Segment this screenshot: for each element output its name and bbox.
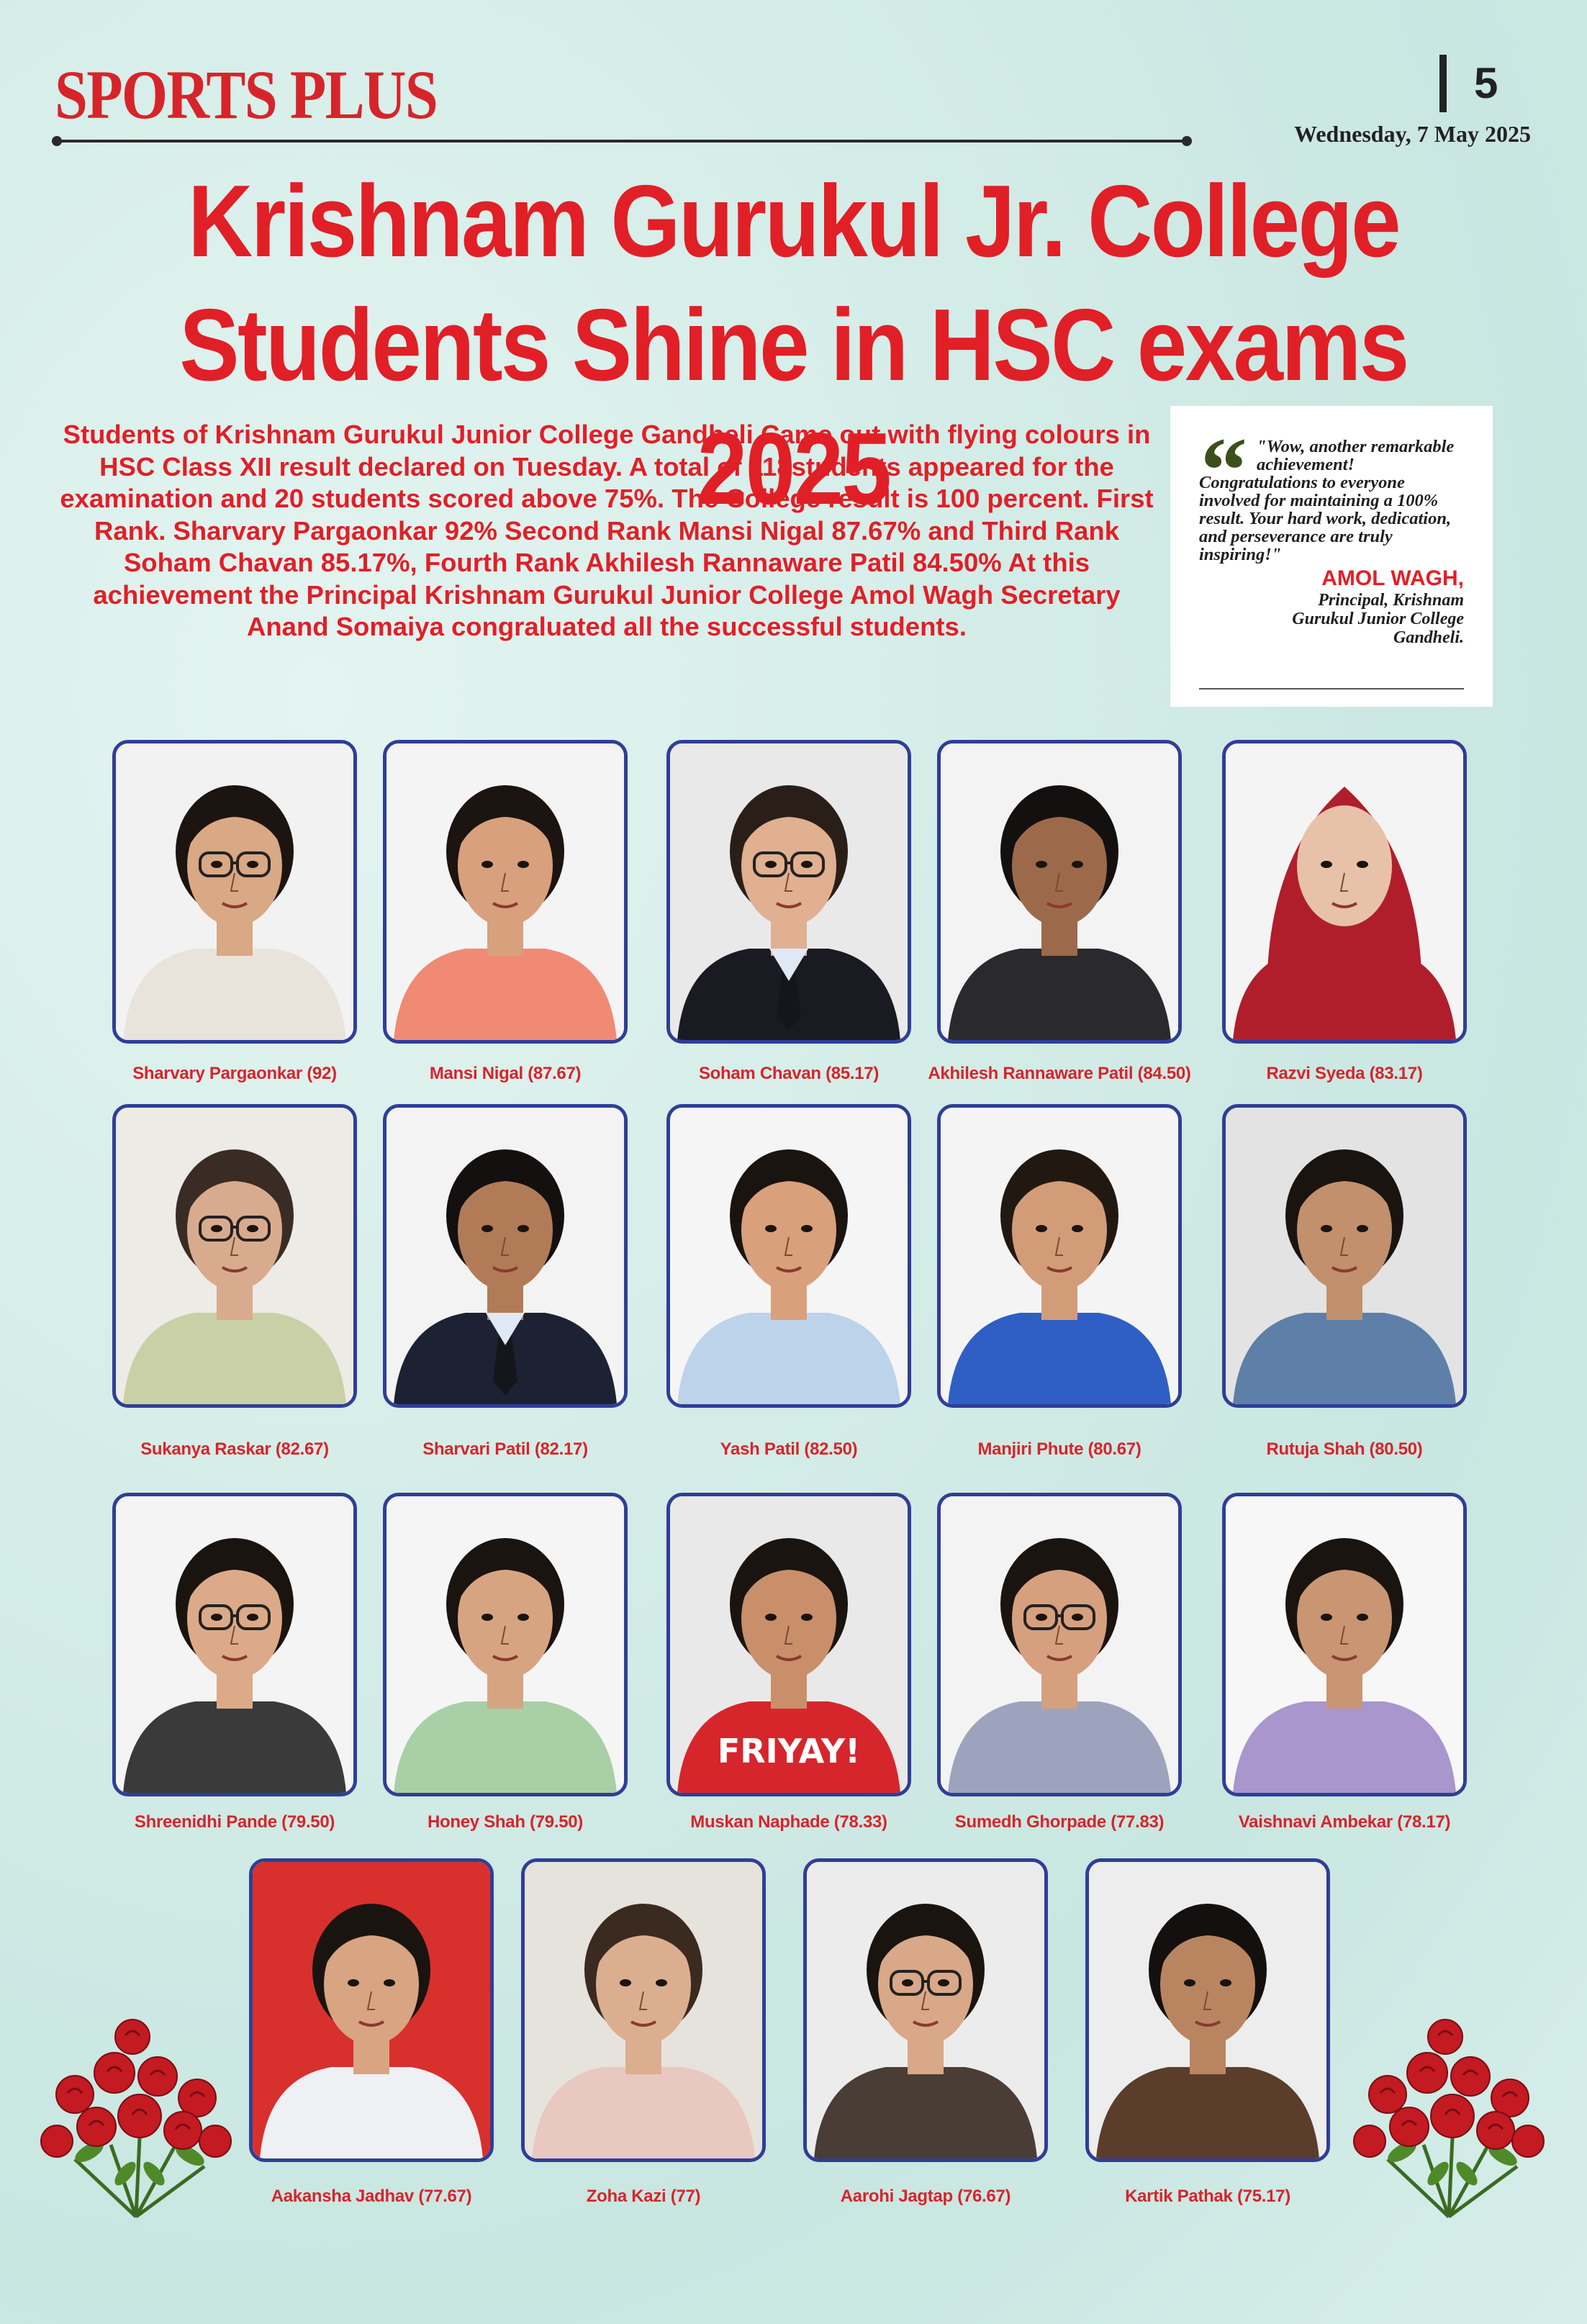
student-caption: Sukanya Raskar (82.67) — [140, 1439, 329, 1459]
student-photo-card — [666, 1493, 911, 1796]
student-photo-card — [666, 1104, 911, 1408]
quote-mark-icon: “ — [1201, 419, 1247, 523]
roses-bouquet-left-icon — [32, 2008, 240, 2224]
student-photo-card — [521, 1858, 766, 2162]
student-photo-card — [383, 1104, 628, 1408]
article-body: Students of Krishnam Gurukul Junior College Gandheli Came out with flying colours in HSC Class XII result declared on Tuesday. A total of 118students appeared for the examination and 20 students scored above 75%. The College result is 100 percent. First Rank. Sharvary Pargaonkar 92% Second Rank Mansi Nigal 87.67% and Third Rank Soham Chavan 85.17%, Fourth Rank Akhilesh Rannaware Patil 84.50% At this achievement the Principal Krishnam Gurukul Junior College Amol Wagh Secretary Anand Somaiya congraluated all the successful students. — [60, 420, 1154, 641]
student-photo-card — [1222, 1104, 1467, 1408]
portrait-photo — [670, 1108, 908, 1404]
portrait-photo — [116, 1108, 353, 1404]
portrait-photo — [670, 1496, 908, 1793]
portrait-photo — [386, 743, 624, 1040]
portrait-photo — [807, 1862, 1044, 2158]
student-photo-card — [937, 740, 1182, 1044]
masthead-rule — [55, 140, 1189, 143]
issue-date: Wednesday, 7 May 2025 — [1294, 121, 1531, 147]
student-photo-card — [383, 1493, 628, 1796]
masthead: SPORTS PLUS — [55, 56, 438, 133]
student-caption: Mansi Nigal (87.67) — [429, 1064, 582, 1083]
quote-body: Congratulations to everyone involved for maintaining a 100% result. Your hard work, dedication, and perseverance are truly inspiring!" — [1199, 473, 1452, 564]
student-caption: Sumedh Ghorpade (77.83) — [954, 1812, 1165, 1832]
student-caption: Muskan Naphade (78.33) — [690, 1812, 887, 1832]
student-photo-card — [249, 1858, 494, 2162]
student-photo-card — [112, 1104, 357, 1408]
tshirt-print: FRIYAY! — [717, 1732, 861, 1771]
student-caption: Zoha Kazi (77) — [586, 2187, 701, 2206]
portrait-photo — [941, 1108, 1178, 1404]
quote-lead: "Wow, another remarkable achievement! — [1257, 437, 1455, 474]
student-caption: Shreenidhi Pande (79.50) — [134, 1812, 335, 1832]
student-photo-card — [112, 1493, 357, 1796]
portrait-photo — [1226, 743, 1463, 1040]
portrait-photo — [1226, 1496, 1463, 1793]
headline-line-1: Krishnam Gurukul Jr. College — [188, 164, 1399, 279]
student-caption: Manjiri Phute (80.67) — [977, 1439, 1141, 1459]
student-caption: Akhilesh Rannaware Patil (84.50) — [928, 1064, 1191, 1083]
student-caption: Sharvary Pargaonkar (92) — [132, 1064, 337, 1083]
quote-box — [1170, 406, 1493, 707]
quote-author-name: AMOL WAGH, — [1321, 566, 1464, 590]
student-caption: Sharvari Patil (82.17) — [422, 1439, 588, 1459]
portrait-photo — [525, 1862, 762, 2158]
quote-rule — [1199, 688, 1464, 689]
student-caption: Aarohi Jagtap (76.67) — [840, 2187, 1011, 2206]
student-caption: Soham Chavan (85.17) — [698, 1064, 880, 1083]
student-caption: Aakansha Jadhav (77.67) — [271, 2187, 472, 2206]
quote-author-role-3: Gandheli. — [1393, 628, 1464, 647]
student-photo-card — [383, 740, 628, 1044]
student-caption: Rutuja Shah (80.50) — [1266, 1439, 1423, 1459]
portrait-photo — [670, 743, 908, 1040]
portrait-photo — [941, 1496, 1178, 1793]
quote-author-role-1: Principal, Krishnam — [1318, 591, 1464, 610]
student-caption: Razvi Syeda (83.17) — [1266, 1064, 1423, 1083]
portrait-photo — [116, 743, 353, 1040]
portrait-photo — [386, 1108, 624, 1404]
portrait-photo — [386, 1496, 624, 1793]
student-photo-card — [1085, 1858, 1330, 2162]
student-photo-card — [937, 1104, 1182, 1408]
roses-bouquet-right-icon — [1344, 2008, 1553, 2224]
student-caption: Yash Patil (82.50) — [720, 1439, 858, 1459]
student-photo-card — [1222, 1493, 1467, 1796]
student-caption: Vaishnavi Ambekar (78.17) — [1238, 1812, 1451, 1832]
headline-line-2: Students Shine in HSC exams 2025 — [179, 288, 1408, 526]
portrait-photo — [1226, 1108, 1463, 1404]
student-caption: Honey Shah (79.50) — [427, 1812, 583, 1832]
page-number: 5 — [1474, 59, 1498, 107]
student-photo-card — [1222, 740, 1467, 1044]
page-number-bar — [1439, 55, 1447, 112]
portrait-photo — [941, 743, 1178, 1040]
student-photo-card — [666, 740, 911, 1044]
portrait-photo — [116, 1496, 353, 1793]
portrait-photo — [253, 1862, 490, 2158]
portrait-photo — [1089, 1862, 1326, 2158]
student-photo-card — [937, 1493, 1182, 1796]
quote-author-role-2: Gurukul Junior College — [1292, 610, 1464, 628]
student-caption: Kartik Pathak (75.17) — [1125, 2187, 1290, 2206]
student-photo-card — [112, 740, 357, 1044]
student-photo-card — [803, 1858, 1048, 2162]
